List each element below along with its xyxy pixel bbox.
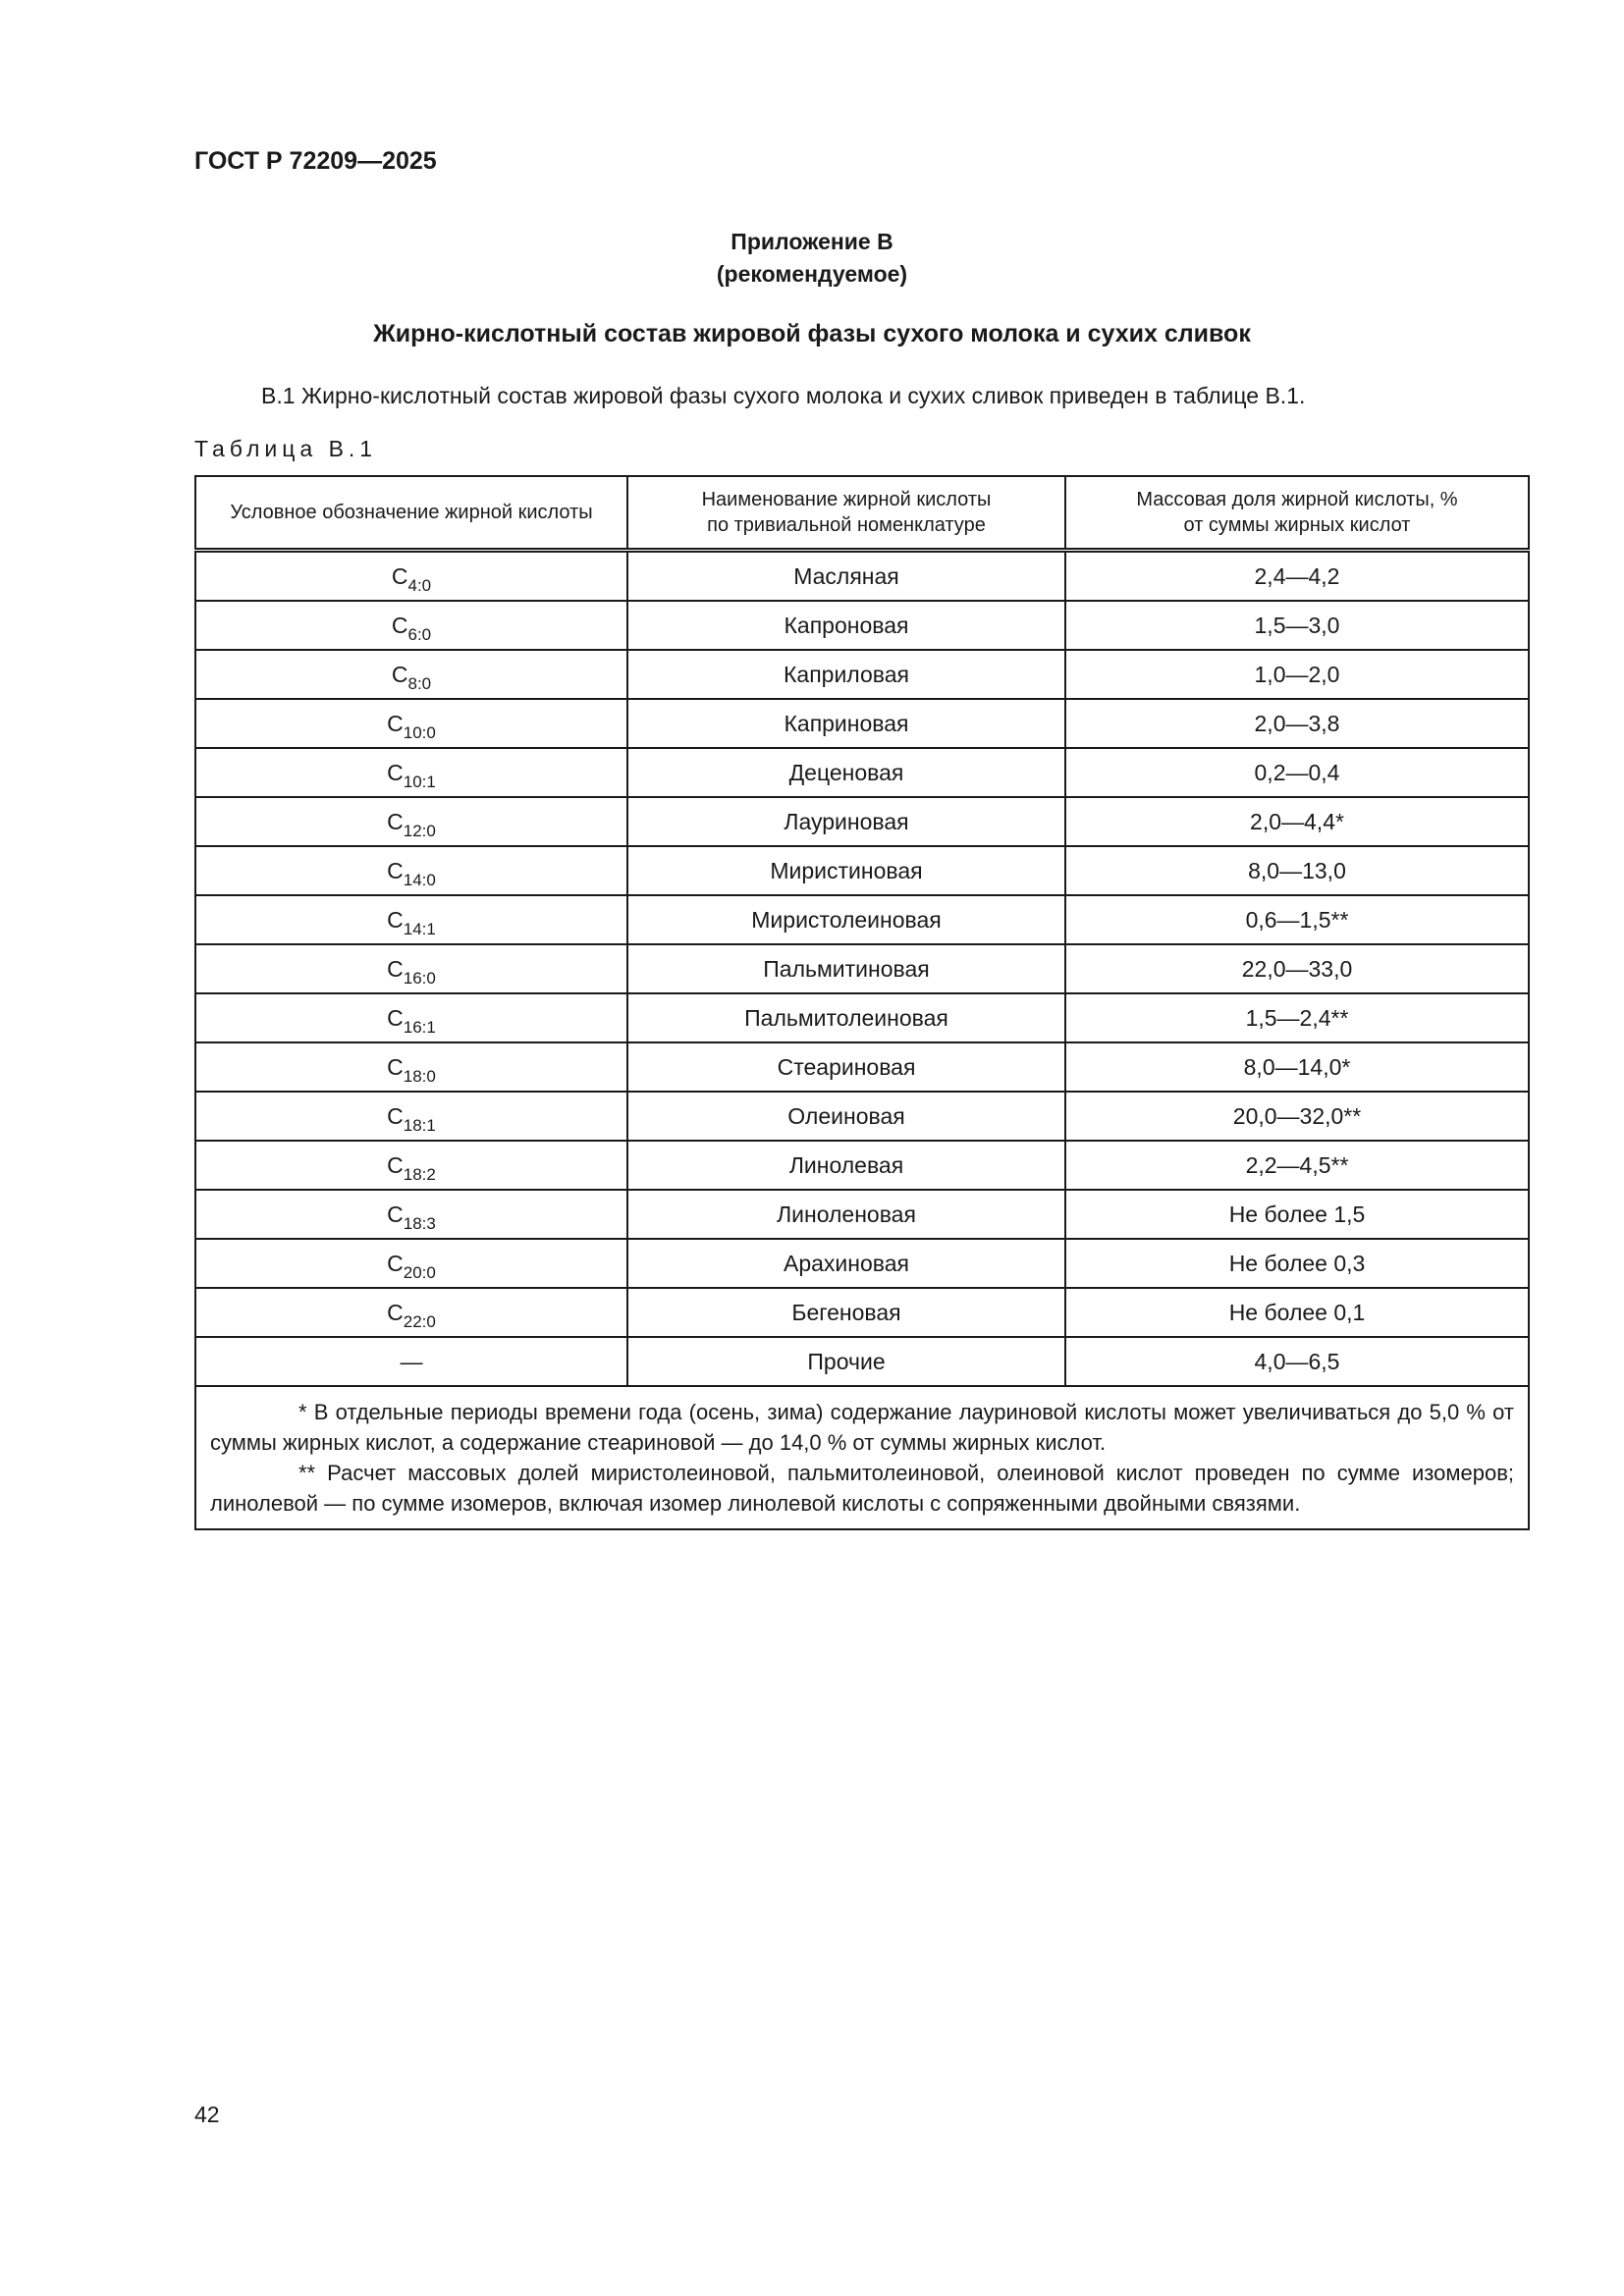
cell-acid-name: Прочие xyxy=(627,1337,1065,1386)
cell-symbol xyxy=(195,1092,627,1141)
table-row xyxy=(195,846,1529,895)
header-name xyxy=(627,476,1065,551)
acid-subscript: 14:0 xyxy=(403,870,436,889)
acid-subscript: 6:0 xyxy=(407,624,432,644)
table-row xyxy=(195,993,1529,1042)
table-row xyxy=(195,601,1529,650)
table-row xyxy=(195,1042,1529,1092)
table-row xyxy=(195,895,1529,944)
cell-acid-name: Линолевая xyxy=(627,1141,1065,1190)
cell-mass-fraction: Не более 0,1 xyxy=(1065,1288,1529,1337)
cell-mass-fraction: Не более 0,3 xyxy=(1065,1239,1529,1288)
intro-paragraph: В.1 Жирно-кислотный состав жировой фазы сухого молока и сухих сливок приведен в таблице В.1. xyxy=(261,383,1306,408)
acid-symbol: C xyxy=(391,661,408,687)
cell-mass-fraction: 20,0—32,0** xyxy=(1065,1092,1529,1141)
acid-subscript: 10:0 xyxy=(403,722,436,742)
acid-symbol: — xyxy=(400,1348,423,1374)
table-row xyxy=(195,551,1529,602)
cell-acid-name: Стеариновая xyxy=(627,1042,1065,1092)
header-name-line1: Наименование жирной кислоты xyxy=(701,489,992,510)
table-row xyxy=(195,1239,1529,1288)
appendix-status: (рекомендуемое) xyxy=(716,261,908,287)
cell-acid-name: Линоленовая xyxy=(627,1190,1065,1239)
fatty-acid-table xyxy=(194,475,1528,1530)
cell-mass-fraction: 1,5—2,4** xyxy=(1065,993,1529,1042)
header-symbol: Условное обозначение жирной кислоты xyxy=(195,476,627,551)
acid-subscript: 16:0 xyxy=(403,968,436,988)
cell-symbol xyxy=(195,797,627,846)
cell-mass-fraction: 8,0—14,0* xyxy=(1065,1042,1529,1092)
cell-mass-fraction: 2,0—3,8 xyxy=(1065,699,1529,748)
acid-symbol: C xyxy=(387,1250,404,1276)
cell-symbol xyxy=(195,1337,627,1386)
cell-acid-name: Лауриновая xyxy=(627,797,1065,846)
cell-acid-name: Пальмитолеиновая xyxy=(627,993,1065,1042)
cell-symbol xyxy=(195,650,627,699)
acid-subscript: 14:1 xyxy=(403,919,436,938)
acid-symbol: C xyxy=(391,612,408,638)
cell-symbol xyxy=(195,1239,627,1288)
acid-symbol: C xyxy=(387,1151,404,1178)
cell-mass-fraction: 2,2—4,5** xyxy=(1065,1141,1529,1190)
acid-subscript: 4:0 xyxy=(407,575,432,595)
note-single-asterisk: * В отдельные периоды времени года (осень, зима) содержание лауриновой кислоты может увеличиваться до 5,0 % от суммы жирных кислот, а содержание стеариновой — до 14,0 % от суммы жирных кислот. xyxy=(210,1400,1514,1455)
acid-subscript: 22:0 xyxy=(403,1311,436,1331)
acid-symbol: C xyxy=(387,955,404,982)
cell-acid-name: Каприловая xyxy=(627,650,1065,699)
acid-subscript: 16:1 xyxy=(403,1017,436,1037)
cell-acid-name: Деценовая xyxy=(627,748,1065,797)
cell-mass-fraction: 4,0—6,5 xyxy=(1065,1337,1529,1386)
header-mass-line2: от суммы жирных кислот xyxy=(1183,514,1411,536)
header-mass-line1: Массовая доля жирной кислоты, % xyxy=(1136,489,1458,510)
cell-symbol xyxy=(195,551,627,602)
cell-acid-name: Олеиновая xyxy=(627,1092,1065,1141)
cell-symbol xyxy=(195,944,627,993)
cell-symbol xyxy=(195,601,627,650)
appendix-title: Приложение В xyxy=(731,229,893,254)
header-mass-fraction xyxy=(1065,476,1529,551)
acid-subscript: 12:0 xyxy=(403,821,436,840)
acid-symbol: C xyxy=(387,1102,404,1129)
acid-subscript: 20:0 xyxy=(403,1262,436,1282)
appendix-heading xyxy=(0,226,1624,291)
acid-symbol: C xyxy=(387,1201,404,1227)
header-name-line2: по тривиальной номенклатуре xyxy=(707,514,986,536)
cell-acid-name: Капроновая xyxy=(627,601,1065,650)
cell-acid-name: Арахиновая xyxy=(627,1239,1065,1288)
cell-symbol xyxy=(195,993,627,1042)
cell-mass-fraction: 1,5—3,0 xyxy=(1065,601,1529,650)
cell-acid-name: Масляная xyxy=(627,551,1065,602)
acid-subscript: 18:1 xyxy=(403,1115,436,1135)
page-number: 42 xyxy=(194,2102,220,2127)
table-row xyxy=(195,1141,1529,1190)
cell-mass-fraction: 2,4—4,2 xyxy=(1065,551,1529,602)
acid-subscript: 18:2 xyxy=(403,1164,436,1184)
cell-symbol xyxy=(195,1042,627,1092)
table-row xyxy=(195,748,1529,797)
table-label: Таблица В.1 xyxy=(194,436,378,461)
acid-subscript: 18:3 xyxy=(403,1213,436,1233)
acid-subscript: 18:0 xyxy=(403,1066,436,1086)
cell-symbol xyxy=(195,748,627,797)
table-row xyxy=(195,1092,1529,1141)
table-row xyxy=(195,699,1529,748)
acid-subscript: 10:1 xyxy=(403,772,436,791)
cell-mass-fraction: 22,0—33,0 xyxy=(1065,944,1529,993)
acid-symbol: C xyxy=(387,1004,404,1031)
cell-acid-name: Миристолеиновая xyxy=(627,895,1065,944)
cell-acid-name: Бегеновая xyxy=(627,1288,1065,1337)
cell-symbol xyxy=(195,846,627,895)
note-double-asterisk: ** Расчет массовых долей миристолеиновой, пальмитолеиновой, олеиновой кислот проведен по сумме изомеров; линолевой — по сумме изомеров, включая изомер линолевой кислоты с сопряженными двойными связями. xyxy=(210,1461,1514,1516)
table-header-row xyxy=(195,476,1529,551)
acid-symbol: C xyxy=(387,906,404,933)
cell-symbol xyxy=(195,1190,627,1239)
cell-mass-fraction: 0,6—1,5** xyxy=(1065,895,1529,944)
cell-mass-fraction: 8,0—13,0 xyxy=(1065,846,1529,895)
cell-mass-fraction: Не более 1,5 xyxy=(1065,1190,1529,1239)
cell-symbol xyxy=(195,699,627,748)
table-notes xyxy=(195,1386,1529,1529)
cell-acid-name: Пальмитиновая xyxy=(627,944,1065,993)
acid-symbol: C xyxy=(387,710,404,736)
cell-mass-fraction: 1,0—2,0 xyxy=(1065,650,1529,699)
table-row xyxy=(195,1190,1529,1239)
cell-symbol xyxy=(195,1141,627,1190)
cell-symbol xyxy=(195,1288,627,1337)
cell-symbol xyxy=(195,895,627,944)
cell-acid-name: Миристиновая xyxy=(627,846,1065,895)
acid-symbol: C xyxy=(387,857,404,883)
document-code: ГОСТ Р 72209—2025 xyxy=(194,147,437,175)
table-notes-row xyxy=(195,1386,1529,1529)
acid-symbol: C xyxy=(387,808,404,834)
cell-mass-fraction: 0,2—0,4 xyxy=(1065,748,1529,797)
table-row xyxy=(195,1337,1529,1386)
acid-symbol: C xyxy=(391,562,408,589)
table-row xyxy=(195,944,1529,993)
acid-symbol: C xyxy=(387,1053,404,1080)
table-row xyxy=(195,650,1529,699)
table-row xyxy=(195,1288,1529,1337)
acid-subscript: 8:0 xyxy=(407,673,432,693)
acid-symbol: C xyxy=(387,759,404,785)
table-row xyxy=(195,797,1529,846)
cell-mass-fraction: 2,0—4,4* xyxy=(1065,797,1529,846)
acid-symbol: C xyxy=(387,1299,404,1325)
section-title: Жирно-кислотный состав жировой фазы сухого молока и сухих сливок xyxy=(373,320,1251,347)
cell-acid-name: Каприновая xyxy=(627,699,1065,748)
